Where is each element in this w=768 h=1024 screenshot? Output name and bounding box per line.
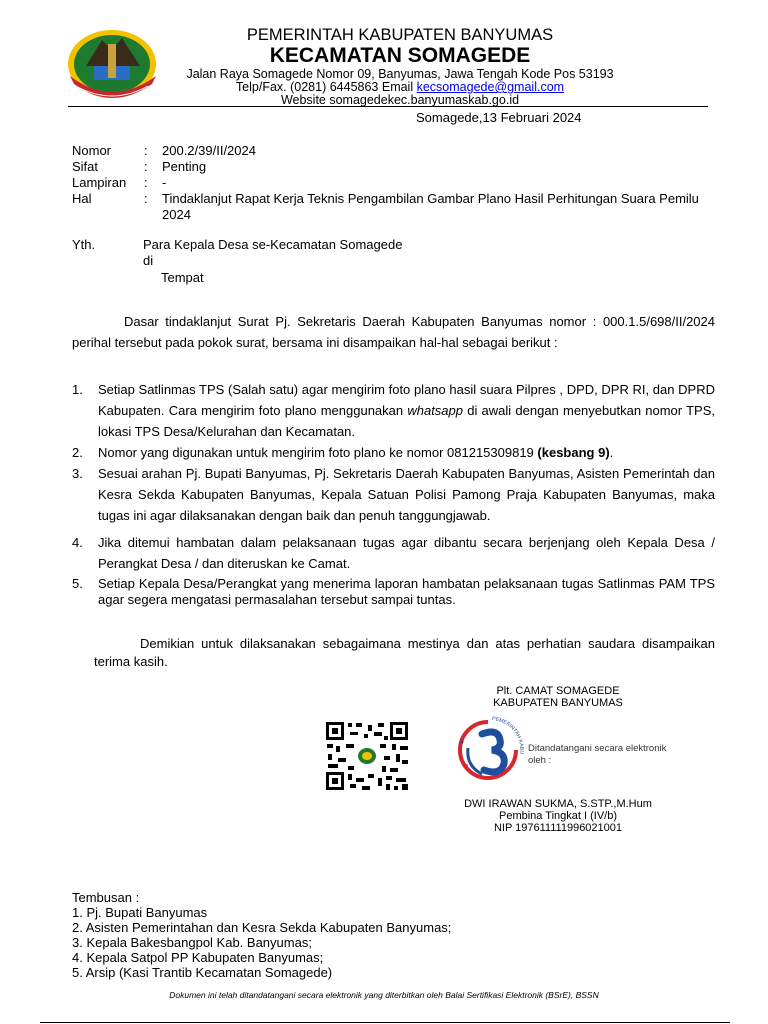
website-text: Website somagedekec.banyumaskab.go.id (280, 93, 520, 107)
item-text: . (609, 445, 614, 460)
meta-colon: : (144, 143, 148, 158)
recipient-label: Yth. (72, 237, 96, 252)
copy-item: 5. Arsip (Kasi Trantib Kecamatan Somagede) (72, 965, 333, 980)
copy-title: Tembusan : (72, 890, 140, 905)
e-signature-note: Ditandatangani secara elektronik oleh : (528, 743, 667, 766)
regency-logo (64, 26, 162, 104)
item-number: 5. (72, 576, 83, 591)
qr-code (324, 720, 410, 792)
signer-rank: Pembina Tingkat I (IV/b) (499, 810, 617, 822)
closing-paragraph: Demikian untuk dilaksanakan sebagaimana mestinya dan atas perhatian saudara disampaikan terima kasih. (94, 636, 715, 669)
meta-colon: : (144, 159, 148, 174)
address-text: Jalan Raya Somagede Nomor 09, Banyumas, Jawa Tengah Kode Pos 53193 (186, 67, 614, 81)
instruction-list (72, 379, 715, 608)
office-contact (160, 80, 640, 94)
meta-colon: : (144, 191, 148, 206)
item-text: di awali dengan menyebutkan nomor TPS, lokasi TPS Desa/Kelurahan dan Kecamatan. (98, 403, 715, 439)
letter-date: Somagede,13 Februari 2024 (416, 110, 582, 125)
copy-item: 2. Asisten Pemerintahan dan Kesra Sekda Kabupaten Banyumas; (72, 920, 452, 935)
copy-item: 1. Pj. Bupati Banyumas (72, 905, 208, 920)
list-item (72, 379, 715, 442)
item-emphasis: whatsapp (407, 403, 463, 418)
seal-text: PEMERINTAH KABU (491, 715, 524, 755)
item-text: Setiap Satlinmas TPS (Salah satu) agar mengirim foto plano hasil suara Pilpres , DPD, DPR RI, dan DPRD Kabupaten. Cara mengirim foto plano menggunakan (98, 382, 715, 418)
intro-paragraph: Dasar tindaklanjut Surat Pj. Sekretaris Daerah Kabupaten Banyumas nomor : 000.1.5/698/II/2024 perihal tersebut pada pokok surat, bersama ini disampaikan hal-hal sebagai berikut : (72, 314, 715, 350)
meta-value: - (162, 175, 167, 190)
meta-key: Hal (72, 191, 92, 206)
recipient-name: Para Kepala Desa se-Kecamatan Somagede (143, 237, 403, 252)
meta-value: 200.2/39/II/2024 (162, 143, 256, 158)
signer-title-2: KABUPATEN BANYUMAS (493, 697, 623, 709)
list-item (72, 463, 715, 526)
list-item (72, 442, 715, 463)
office-address (160, 67, 640, 81)
signer-title-1: Plt. CAMAT SOMAGEDE (496, 685, 620, 697)
copy-item: 4. Kepala Satpol PP Kabupaten Banyumas; (72, 950, 324, 965)
meta-value: Penting (162, 159, 207, 174)
item-number: 3. (72, 466, 83, 481)
meta-key: Nomor (72, 143, 112, 158)
list-item (72, 532, 715, 574)
signer-name: DWI IRAWAN SUKMA, S.STP.,M.Hum (464, 798, 652, 810)
email-link[interactable]: kecsomagede@gmail.com (416, 80, 565, 94)
page-bottom-line (40, 1022, 730, 1023)
office-website (160, 93, 640, 107)
item-text: Nomor yang digunakan untuk mengirim foto plano ke nomor 081215309819 (98, 445, 538, 460)
office-name: KECAMATAN SOMAGEDE (269, 44, 531, 67)
item-number: 4. (72, 535, 83, 550)
phone-text: Telp/Fax. (0281) 6445863 Email (235, 80, 417, 94)
item-text: Jika ditemui hambatan dalam pelaksanaan tugas agar dibantu secara berjenjang oleh Kepala Desa / Perangkat Desa / dan diteruskan ke Camat. (98, 535, 715, 571)
copy-item: 3. Kepala Bakesbangpol Kab. Banyumas; (72, 935, 312, 950)
list-item (72, 576, 715, 608)
item-bold: (kesbang 9) (537, 445, 610, 460)
item-number: 1. (72, 382, 83, 397)
meta-key: Lampiran (72, 175, 127, 190)
meta-key: Sifat (72, 159, 99, 174)
signer-nip: NIP 197611111996021001 (493, 822, 623, 834)
item-number: 2. (72, 445, 83, 460)
e-signature-seal (452, 714, 524, 786)
item-text: Sesuai arahan Pj. Bupati Banyumas, Pj. Sekretaris Daerah Kabupaten Banyumas, Asisten Pemerintah dan Kesra Sekda Kabupaten Banyumas, Kepala Satuan Polisi Pamong Praja Kabupaten Banyumas, maka tugas ini agar dilaksanakan dengan baik dan penuh tanggungjawab. (98, 466, 715, 523)
recipient-di: di (143, 253, 154, 268)
letterhead-divider (68, 106, 708, 107)
item-text: Setiap Kepala Desa/Perangkat yang menerima laporan hambatan pelaksanaan tugas Satlinmas PAM TPS agar segera mengatasi permasalahan tersebut sampai tuntas. (98, 576, 715, 607)
government-name: PEMERINTAH KABUPATEN BANYUMAS (246, 26, 554, 44)
meta-colon: : (144, 175, 148, 190)
e-signature-footer: Dokumen ini telah ditandatangani secara elektronik yang diterbitkan oleh Balai Sertifikasi Elektronik (BSrE), BSSN (169, 990, 599, 1000)
meta-value: Tindaklanjut Rapat Kerja Teknis Pengambilan Gambar Plano Hasil Perhitungan Suara Pemilu 2024 (162, 191, 699, 222)
recipient-place: Tempat (161, 270, 204, 285)
copy-recipients (72, 890, 451, 980)
